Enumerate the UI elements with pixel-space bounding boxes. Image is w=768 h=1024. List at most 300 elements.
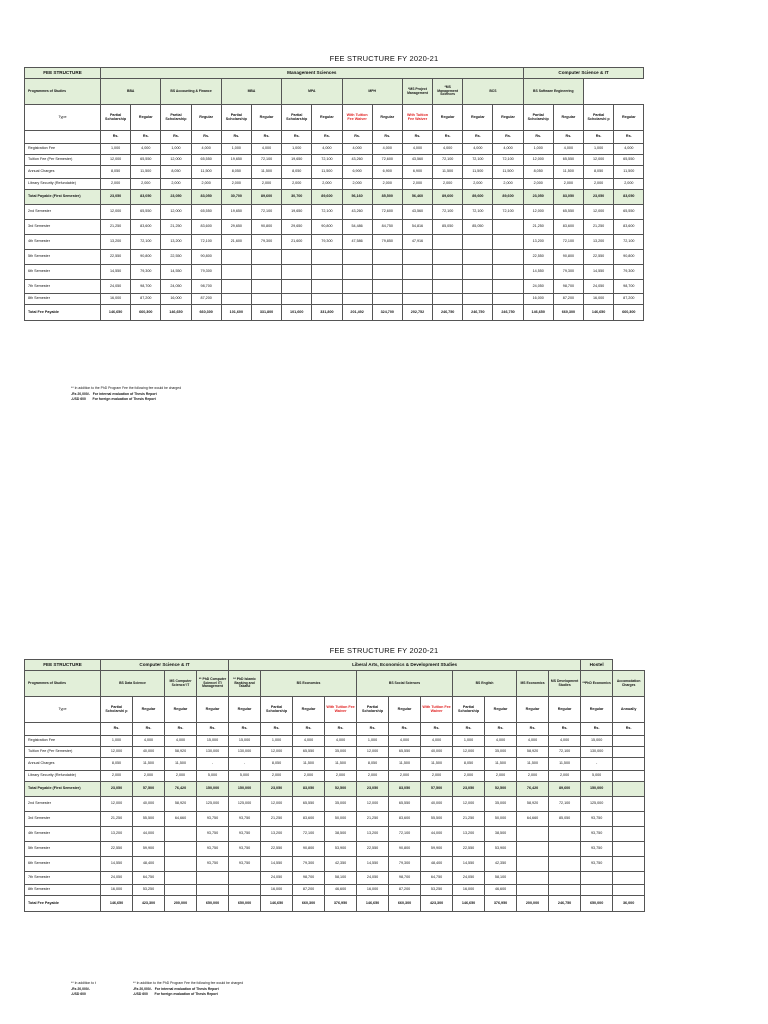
fee-cell: 4,000: [293, 736, 325, 747]
type-header: Regular: [251, 105, 281, 131]
currency-cell: Rs.: [553, 131, 583, 144]
fee-cell: [613, 812, 645, 827]
fee-cell: 12,000: [523, 155, 553, 166]
fee-cell: 101,600: [221, 305, 251, 321]
fee-cell: 72,100: [463, 205, 493, 220]
type-header: With Tuition Fee Waiver: [325, 697, 357, 723]
fee-cell: 14,550: [261, 857, 293, 872]
fee-cell: 16,000: [357, 885, 389, 896]
fee-cell: 200,000: [165, 896, 197, 912]
note-amount: -USD 600: [71, 396, 86, 401]
fee-cell: 90,800: [191, 250, 221, 265]
fee-cell: 90,800: [312, 220, 342, 235]
fee-cell: 89,600: [463, 190, 493, 205]
fee-cell: 12,000: [101, 747, 133, 758]
currency-cell: Rs.: [133, 723, 165, 736]
fee-cell: 12,000: [161, 205, 191, 220]
page1-title: FEE STRUCTURE FY 2020-21: [329, 54, 439, 63]
currency-cell: Rs.: [485, 723, 517, 736]
fee-cell: 11,500: [312, 166, 342, 179]
fee-cell: 8,050: [282, 166, 312, 179]
fee-cell: 23,050: [357, 782, 389, 797]
fee-cell: 65,550: [553, 155, 583, 166]
fee-cell: 16,000: [523, 294, 553, 305]
fee-cell: 30,700: [221, 190, 251, 205]
fee-cell: 2,000: [293, 771, 325, 782]
group-header: Liberal Arts, Economics & Development Studies: [229, 660, 581, 671]
fee-cell: 93,750: [229, 857, 261, 872]
fee-cell: 83,600: [131, 220, 161, 235]
fee-cell: 12,000: [453, 797, 485, 812]
row-label: Registration Fee: [25, 144, 101, 155]
fee-cell: 8,050: [261, 758, 293, 771]
fee-cell: 98,700: [553, 280, 583, 294]
fee-cell: [165, 885, 197, 896]
fee-cell: 2,000: [357, 771, 389, 782]
fee-cell: 19,650: [282, 205, 312, 220]
fee-cell: 65,550: [553, 205, 583, 220]
fee-cell: 16,000: [101, 885, 133, 896]
fee-cell: 13,200: [101, 235, 131, 250]
fee-cell: 2,000: [584, 179, 614, 190]
fee-cell: 40,000: [133, 797, 165, 812]
currency-cell: Rs.: [523, 131, 553, 144]
fee-cell: [251, 294, 281, 305]
row-label: 7th Semester: [25, 872, 101, 885]
fee-cell: 21,600: [282, 235, 312, 250]
currency-cell: Rs.: [342, 131, 372, 144]
fee-cell: 64,750: [421, 872, 453, 885]
fee-cell: [493, 250, 523, 265]
fee-cell: 93,750: [197, 812, 229, 827]
fee-cell: 76,420: [517, 782, 549, 797]
note-amount: -USD 600: [71, 991, 86, 996]
fee-cell: 22,550: [101, 842, 133, 857]
fee-cell: [463, 235, 493, 250]
fee-cell: 1,000: [101, 144, 131, 155]
fee-cell: 72,100: [433, 205, 463, 220]
fee-cell: 4,000: [485, 736, 517, 747]
fee-cell: 11,500: [614, 166, 644, 179]
fee-cell: 4,000: [402, 144, 432, 155]
fee-cell: 12,000: [261, 747, 293, 758]
fee-cell: 125,000: [197, 797, 229, 812]
fee-cell: 8,050: [221, 166, 251, 179]
fee-cell: [549, 857, 581, 872]
note-text: For internal evaluation of Thesis Report: [154, 987, 219, 992]
fee-cell: 4,000: [133, 736, 165, 747]
fee-cell: 44,000: [133, 827, 165, 842]
fee-cell: 83,600: [553, 220, 583, 235]
fee-cell: 98,700: [389, 872, 421, 885]
fee-cell: 90,800: [553, 250, 583, 265]
fee-cell: 11,500: [485, 758, 517, 771]
fee-cell: [221, 280, 251, 294]
fee-cell: 72,100: [463, 155, 493, 166]
section-label: FEE STRUCTURE: [25, 660, 101, 671]
fee-cell: 40,000: [421, 797, 453, 812]
fee-cell: [312, 280, 342, 294]
note-intro: ** In addition to the PhD Program Fee the following fee would be charged: [133, 981, 244, 985]
fee-cell: 16,000: [261, 885, 293, 896]
fee-cell: 21,250: [357, 812, 389, 827]
fee-cell: 53,900: [325, 842, 357, 857]
fee-cell: 146,650: [161, 305, 191, 321]
fee-cell: 56,460: [402, 190, 432, 205]
fee-cell: 57,500: [421, 782, 453, 797]
fee-cell: 11,500: [325, 758, 357, 771]
currency-cell: Rs.: [251, 131, 281, 144]
fee-cell: 90,800: [389, 842, 421, 857]
fee-cell: 4,000: [493, 144, 523, 155]
fee-cell: 58,920: [517, 797, 549, 812]
fee-cell: 1,000: [161, 144, 191, 155]
fee-cell: 54,486: [342, 220, 372, 235]
fee-cell: 35,000: [485, 747, 517, 758]
fee-cell: 2,000: [261, 771, 293, 782]
fee-cell: 2,000: [191, 179, 221, 190]
fee-cell: [342, 250, 372, 265]
fee-cell: 76,420: [165, 782, 197, 797]
fee-cell: 72,100: [191, 235, 221, 250]
fee-cell: 11,500: [549, 758, 581, 771]
fee-cell: [165, 827, 197, 842]
currency-cell: Rs.: [463, 131, 493, 144]
fee-cell: [282, 250, 312, 265]
note-intro: ** In addition to t: [71, 981, 96, 985]
fee-cell: 423,300: [133, 896, 165, 912]
fee-cell: 21,250: [261, 812, 293, 827]
fee-cell: 65,550: [614, 205, 644, 220]
fee-cell: 246,750: [463, 305, 493, 321]
fee-cell: 64,660: [517, 812, 549, 827]
fee-cell: 4,000: [614, 144, 644, 155]
currency-cell: Rs.: [517, 723, 549, 736]
fee-cell: 72,600: [372, 205, 402, 220]
fee-cell: [282, 294, 312, 305]
programme-header: BCS: [463, 79, 523, 105]
fee-cell: 11,500: [165, 758, 197, 771]
row-label: 3rd Semester: [25, 812, 101, 827]
fee-cell: 2,000: [251, 179, 281, 190]
fee-cell: 72,100: [433, 155, 463, 166]
fee-cell: 14,550: [453, 857, 485, 872]
fee-cell: [613, 885, 645, 896]
fee-cell: 22,550: [161, 250, 191, 265]
fee-cell: [493, 294, 523, 305]
currency-cell: Rs.: [101, 131, 131, 144]
fee-cell: 93,750: [581, 812, 613, 827]
fee-cell: 23,050: [584, 190, 614, 205]
programme-header: BS Data Science: [101, 671, 165, 697]
fee-cell: 79,300: [191, 265, 221, 280]
fee-cell: 11,500: [517, 758, 549, 771]
fee-cell: [463, 294, 493, 305]
currency-cell: Rs.: [421, 723, 453, 736]
fee-cell: 2,000: [549, 771, 581, 782]
type-header: Partial Scholarship: [221, 105, 251, 131]
fee-cell: 13,200: [161, 235, 191, 250]
currency-cell: Rs.: [549, 723, 581, 736]
fee-cell: 24,050: [453, 872, 485, 885]
fee-cell: 65,550: [389, 747, 421, 758]
fee-cell: 14,550: [101, 265, 131, 280]
fee-cell: 35,000: [325, 747, 357, 758]
fee-cell: 15,000: [229, 736, 261, 747]
fee-cell: [342, 280, 372, 294]
programme-header: BS Social Sciences: [357, 671, 453, 697]
fee-cell: 4,000: [553, 144, 583, 155]
fee-cell: 43,260: [342, 155, 372, 166]
fee-cell: 64,660: [165, 812, 197, 827]
fee-cell: 23,050: [261, 782, 293, 797]
fee-cell: 93,750: [581, 827, 613, 842]
fee-cell: 89,600: [493, 190, 523, 205]
fee-cell: 83,600: [614, 220, 644, 235]
fee-cell: 4,000: [549, 736, 581, 747]
programme-header: MPA: [282, 79, 342, 105]
fee-cell: 72,100: [293, 827, 325, 842]
fee-cell: 1,000: [101, 736, 133, 747]
type-header: Regular: [389, 697, 421, 723]
note-intro: ** In addition to the PhD Program Fee the following fee would be charged: [71, 386, 182, 390]
fee-cell: 1,000: [453, 736, 485, 747]
currency-cell: Rs.: [613, 723, 645, 736]
fee-cell: 2,000: [312, 179, 342, 190]
currency-cell: Rs.: [357, 723, 389, 736]
type-header: Partial Scholarship: [453, 697, 485, 723]
phd-note-2-right: [133, 981, 243, 996]
currency-cell: Rs.: [433, 131, 463, 144]
fee-cell: 58,100: [485, 872, 517, 885]
currency-cell: Rs.: [312, 131, 342, 144]
fee-cell: 59,900: [421, 842, 453, 857]
fee-cell: 660,300: [191, 305, 221, 321]
programme-header: MBA: [221, 79, 281, 105]
fee-cell: 58,920: [517, 747, 549, 758]
fee-cell: 8,050: [357, 758, 389, 771]
fee-cell: 79,300: [614, 265, 644, 280]
fee-cell: 6,900: [402, 166, 432, 179]
currency-cell: Rs.: [372, 131, 402, 144]
note-text: For foreign evaluation of Thesis Report: [154, 991, 218, 996]
fee-cell: 8,050: [101, 166, 131, 179]
fee-cell: 65,550: [293, 797, 325, 812]
row-label: 5th Semester: [25, 842, 101, 857]
fee-cell: 87,200: [191, 294, 221, 305]
fee-cell: 23,050: [101, 190, 131, 205]
fee-cell: 72,100: [549, 747, 581, 758]
programme-header: MS Economics: [517, 671, 549, 697]
fee-cell: 2,000: [161, 179, 191, 190]
programme-header: BS English: [453, 671, 517, 697]
fee-cell: 331,800: [312, 305, 342, 321]
fee-cell: 2,000: [463, 179, 493, 190]
fee-cell: 125,000: [581, 797, 613, 812]
group-header: Computer Science & IT: [523, 68, 644, 79]
fee-cell: 11,500: [463, 166, 493, 179]
fee-cell: 246,750: [433, 305, 463, 321]
fee-cell: -: [197, 758, 229, 771]
fee-cell: 2,000: [165, 771, 197, 782]
fee-cell: [463, 250, 493, 265]
fee-cell: [402, 265, 432, 280]
fee-cell: 22,550: [523, 250, 553, 265]
fee-cell: 24,050: [101, 280, 131, 294]
fee-cell: [613, 857, 645, 872]
fee-cell: 2,000: [325, 771, 357, 782]
fee-cell: [221, 294, 251, 305]
fee-cell: 202,752: [402, 305, 432, 321]
fee-cell: 84,750: [372, 220, 402, 235]
fee-cell: 2,000: [389, 771, 421, 782]
fee-cell: [549, 842, 581, 857]
programme-header: MS Development Studies: [549, 671, 581, 697]
fee-cell: 24,050: [523, 280, 553, 294]
fee-cell: 8,050: [161, 166, 191, 179]
fee-cell: 72,100: [312, 205, 342, 220]
fee-cell: 21,600: [221, 235, 251, 250]
fee-cell: 59,900: [133, 842, 165, 857]
fee-cell: [372, 265, 402, 280]
fee-cell: 376,950: [485, 896, 517, 912]
fee-cell: 6,900: [372, 166, 402, 179]
currency-cell: Rs.: [131, 131, 161, 144]
fee-cell: 87,200: [614, 294, 644, 305]
fee-cell: 93,750: [581, 842, 613, 857]
fee-cell: 12,000: [101, 155, 131, 166]
fee-cell: [165, 857, 197, 872]
fee-cell: 85,050: [463, 220, 493, 235]
fee-cell: 55,500: [421, 812, 453, 827]
fee-cell: 2,000: [372, 179, 402, 190]
fee-cell: -: [581, 758, 613, 771]
fee-cell: 146,650: [261, 896, 293, 912]
currency-cell: Rs.: [197, 723, 229, 736]
fee-cell: [282, 280, 312, 294]
fee-cell: 13,200: [357, 827, 389, 842]
fee-cell: [517, 827, 549, 842]
fee-cell: [549, 872, 581, 885]
fee-cell: 13,200: [523, 235, 553, 250]
fee-cell: 83,050: [131, 190, 161, 205]
currency-cell: Rs.: [221, 131, 251, 144]
fee-cell: 23,050: [101, 782, 133, 797]
programme-header: BS Software Engineering: [523, 79, 583, 105]
fee-cell: 660,300: [293, 896, 325, 912]
fee-cell: 4,000: [421, 736, 453, 747]
note-amount: -USD 600: [133, 991, 148, 996]
fee-cell: 1,000: [357, 736, 389, 747]
type-header: Regular: [197, 697, 229, 723]
fee-cell: 98,700: [191, 280, 221, 294]
fee-cell: [613, 797, 645, 812]
fee-cell: 2,000: [101, 179, 131, 190]
fee-cell: 85,500: [372, 190, 402, 205]
fee-cell: 29,650: [221, 220, 251, 235]
phd-note-1: [71, 386, 181, 401]
fee-cell: 650,000: [229, 896, 261, 912]
fee-cell: 146,650: [101, 305, 131, 321]
fee-cell: 4,000: [325, 736, 357, 747]
programme-header: ** PhD Islamic Banking and Takaful: [229, 671, 261, 697]
fee-cell: 150,000: [229, 782, 261, 797]
currency-cell: Rs.: [614, 131, 644, 144]
fee-cell: 52,500: [485, 782, 517, 797]
fee-cell: [433, 294, 463, 305]
fee-cell: 4,000: [342, 144, 372, 155]
fee-cell: 4,000: [312, 144, 342, 155]
fee-cell: [282, 265, 312, 280]
fee-cell: 11,500: [131, 166, 161, 179]
fee-cell: [402, 250, 432, 265]
fee-cell: 4,000: [389, 736, 421, 747]
currency-cell: Rs.: [325, 723, 357, 736]
fee-cell: 2,000: [453, 771, 485, 782]
fee-cell: 19,650: [221, 155, 251, 166]
row-label: 7th Semester: [25, 280, 101, 294]
fee-cell: 2,000: [433, 179, 463, 190]
fee-cell: 30,700: [282, 190, 312, 205]
fee-cell: [613, 872, 645, 885]
fee-cell: 13,200: [261, 827, 293, 842]
fee-cell: 64,750: [133, 872, 165, 885]
fee-cell: 65,550: [614, 155, 644, 166]
note-text: For internal evaluation of Thesis Report: [92, 392, 157, 397]
fee-cell: 55,500: [133, 812, 165, 827]
type-header: Regular: [463, 105, 493, 131]
row-label: 6th Semester: [25, 857, 101, 872]
fee-cell: [493, 280, 523, 294]
fee-cell: 2,000: [221, 179, 251, 190]
fee-cell: 2,000: [133, 771, 165, 782]
fee-cell: [342, 294, 372, 305]
row-label: 8th Semester: [25, 885, 101, 896]
currency-cell: Rs.: [402, 131, 432, 144]
fee-cell: [493, 235, 523, 250]
fee-cell: 21,250: [101, 812, 133, 827]
fee-cell: 36,000: [613, 896, 645, 912]
fee-cell: 14,550: [523, 265, 553, 280]
fee-cell: 43,560: [402, 205, 432, 220]
fee-cell: 1,000: [523, 144, 553, 155]
fee-cell: 11,500: [421, 758, 453, 771]
fee-cell: 12,000: [161, 155, 191, 166]
fee-cell: 4,000: [191, 144, 221, 155]
fee-cell: 93,750: [229, 842, 261, 857]
fee-cell: 85,050: [433, 220, 463, 235]
fee-cell: 50,000: [485, 812, 517, 827]
fee-cell: 2,000: [101, 771, 133, 782]
row-label: 6th Semester: [25, 265, 101, 280]
fee-cell: 2,000: [131, 179, 161, 190]
fee-cell: 13,200: [101, 827, 133, 842]
type-header: Regular: [581, 697, 613, 723]
currency-cell: Rs.: [229, 723, 261, 736]
programme-header: MPH: [342, 79, 402, 105]
fee-cell: 660,300: [553, 305, 583, 321]
fee-cell: 2,000: [485, 771, 517, 782]
fee-cell: 65,550: [131, 205, 161, 220]
type-header: Regular: [372, 105, 402, 131]
fee-cell: 16,000: [101, 294, 131, 305]
type-label: Type: [25, 697, 101, 723]
fee-cell: 11,500: [133, 758, 165, 771]
fee-cell: 376,950: [325, 896, 357, 912]
fee-cell: [613, 827, 645, 842]
fee-cell: 14,550: [101, 857, 133, 872]
fee-cell: 23,050: [453, 782, 485, 797]
